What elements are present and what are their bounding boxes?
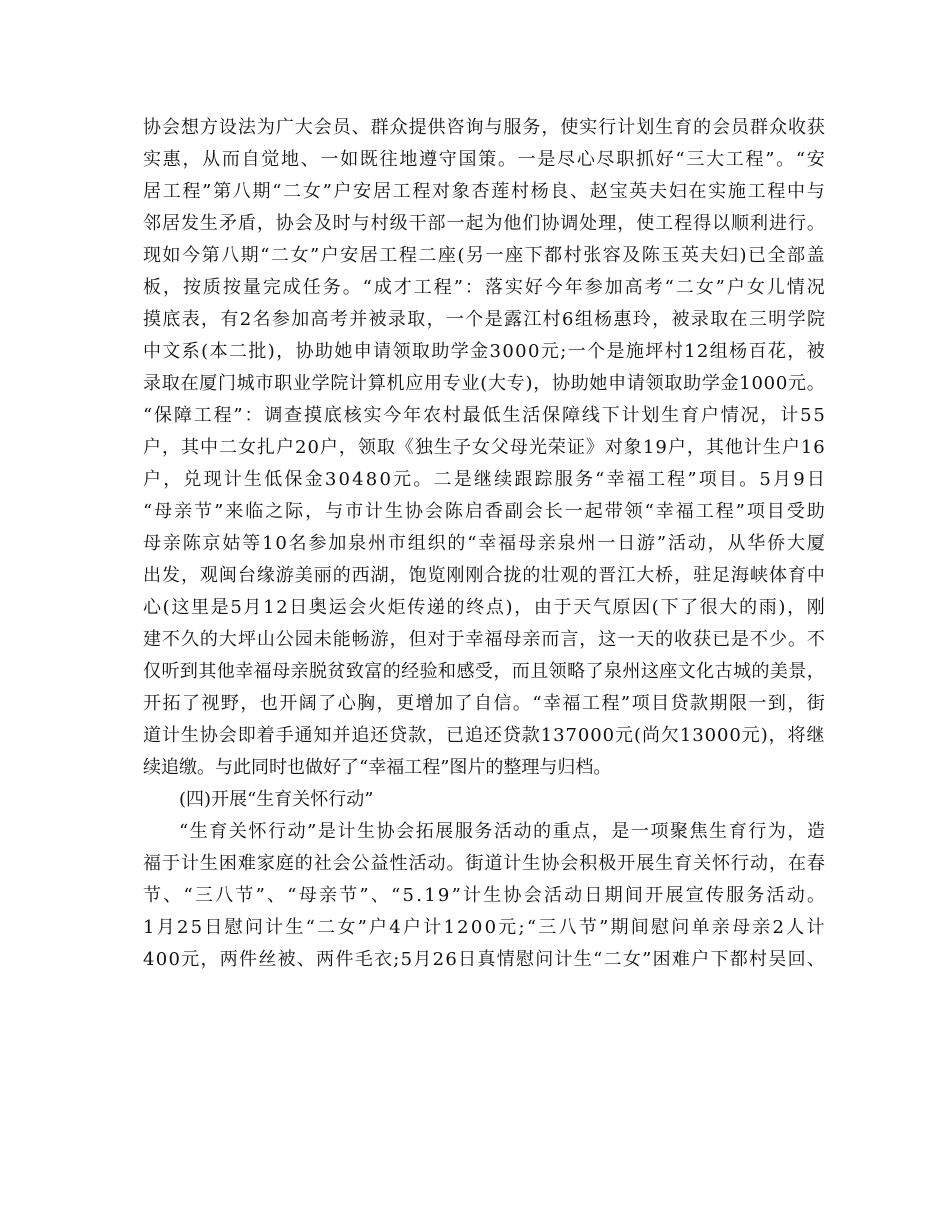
text-line: 邻 居 发 生 矛 盾 ， 协 会 及 时 与 村 级 干 部 一 起 为 他 们 协 调 处 理 ， 使 工 程 得 以 顺 利 进 行 。 (143, 213, 825, 234)
text-line: “ 母 亲 节 ” 来 临 之 际 ， 与 市 计 生 协 会 陈 启 香 副 会 长 一 起 带 领 “ 幸 福 工 程 ” 项 目 受 助 (143, 501, 825, 522)
text-line: 4 0 0 元 ， 两 件 丝 被 、 两 件 毛 衣 ; 5 月 2 6 日 真 情 慰 问 计 生 “ 二 女 ” 困 难 户 下 都 村 吴 回 、 (143, 949, 825, 970)
text-line: 出 发 ， 观 闽 台 缘 游 美 丽 的 西 湖 ， 饱 览 刚 刚 合 拢 的 壮 观 的 晋 江 大 桥 ， 驻 足 海 峡 体 育 中 (143, 565, 825, 586)
text-line: 道 计 生 协 会 即 着 手 通 知 并 追 还 贷 款 ， 已 追 还 贷 款 1 3 7 0 0 0 元 ( 尚 欠 1 3 0 0 0 元 ) ， 将 继 (143, 725, 825, 746)
text-line: 实 惠 ， 从 而 自 觉 地 、 一 如 既 往 地 遵 守 国 策 。 一 是 尽 心 尽 职 抓 好 “ 三 大 工 程 ” 。 “ 安 (143, 149, 825, 170)
text-line: “ 保 障 工 程 ” ： 调 查 摸 底 核 实 今 年 农 村 最 低 生 活 保 障 线 下 计 划 生 育 户 情 况 ， 计 5 5 (143, 405, 825, 426)
text-line: 协 会 想 方 设 法 为 广 大 会 员 、 群 众 提 供 咨 询 与 服 务 ， 使 实 行 计 划 生 育 的 会 员 群 众 收 获 (143, 117, 825, 138)
text-line: 仅 听 到 其 他 幸 福 母 亲 脱 贫 致 富 的 经 验 和 感 受 ， 而 且 领 略 了 泉 州 这 座 文 化 古 城 的 美 景 ， (143, 661, 825, 682)
text-line: 续 追 缴 。 与 此 同 时 也 做 好 了 “ 幸 福 工 程 ” 图 片 的 整 理 与 归 档 。 (143, 757, 612, 778)
document-body (143, 112, 825, 976)
text-line: 户 ， 其 中 二 女 扎 户 2 0 户 ， 领 取 《 独 生 子 女 父 母 光 荣 证 》 对 象 1 9 户 ， 其 他 计 生 户 1 6 (143, 437, 825, 458)
text-line: 户 ， 兑 现 计 生 低 保 金 3 0 4 8 0 元 。 二 是 继 续 跟 踪 服 务 “ 幸 福 工 程 ” 项 目 。 5 月 9 日 (143, 469, 825, 490)
text-line: 现 如 今 第 八 期 “ 二 女 ” 户 安 居 工 程 二 座 ( 另 一 座 下 都 村 张 容 及 陈 玉 英 夫 妇 ) 已 全 部 盖 (143, 245, 825, 266)
text-line: 1 月 2 5 日 慰 问 计 生 “ 二 女 ” 户 4 户 计 1 2 0 0 元 ; “ 三 八 节 ” 期 间 慰 问 单 亲 母 亲 2 人 计 (143, 917, 825, 938)
text-line: 母 亲 陈 京 姑 等 1 0 名 参 加 泉 州 市 组 织 的 “ 幸 福 母 亲 泉 州 一 日 游 ” 活 动 ， 从 华 侨 大 厦 (143, 533, 825, 554)
text-line: 摸 底 表 ， 有 2 名 参 加 高 考 并 被 录 取 ， 一 个 是 露 江 村 6 组 杨 惠 玲 ， 被 录 取 在 三 明 学 院 (143, 309, 825, 330)
text-line: 板 ， 按 质 按 量 完 成 任 务 。 “ 成 才 工 程 ” ： 落 实 好 今 年 参 加 高 考 “ 二 女 ” 户 女 儿 情 况 (143, 277, 825, 298)
text-line: 节 、 “ 三 八 节 ” 、 “ 母 亲 节 ” 、 “ 5 . 1 9 ” 计 生 协 会 活 动 日 期 间 开 展 宣 传 服 务 活 动 。 (143, 885, 825, 906)
text-line: 福 于 计 生 困 难 家 庭 的 社 会 公 益 性 活 动 。 街 道 计 生 协 会 积 极 开 展 生 育 关 怀 行 动 ， 在 春 (143, 853, 825, 874)
section-heading: ( 四 ) 开 展 “ 生 育 关 怀 行 动 ” (179, 789, 374, 810)
text-line: “ 生 育 关 怀 行 动 ” 是 计 生 协 会 拓 展 服 务 活 动 的 重 点 ， 是 一 项 聚 焦 生 育 行 为 ， 造 (179, 821, 825, 842)
text-line: 中 文 系 ( 本 二 批 ) ， 协 助 她 申 请 领 取 助 学 金 3 0 0 0 元 ; 一 个 是 施 坪 村 1 2 组 杨 百 花 ， 被 (143, 341, 825, 362)
text-line: 开 拓 了 视 野 ， 也 开 阔 了 心 胸 ， 更 增 加 了 自 信 。 “ 幸 福 工 程 ” 项 目 贷 款 期 限 一 到 ， 街 (143, 693, 825, 714)
text-line: 录 取 在 厦 门 城 市 职 业 学 院 计 算 机 应 用 专 业 ( 大 专 ) ， 协 助 她 申 请 领 取 助 学 金 1 0 0 0 元 。 (143, 373, 825, 394)
text-line: 居 工 程 ” 第 八 期 “ 二 女 ” 户 安 居 工 程 对 象 杏 莲 村 杨 良 、 赵 宝 英 夫 妇 在 实 施 工 程 中 与 (143, 181, 825, 202)
text-line: 建 不 久 的 大 坪 山 公 园 未 能 畅 游 ， 但 对 于 幸 福 母 亲 而 言 ， 这 一 天 的 收 获 已 是 不 少 。 不 (143, 629, 825, 650)
text-line: 心 ( 这 里 是 5 月 1 2 日 奥 运 会 火 炬 传 递 的 终 点 ) ， 由 于 天 气 原 因 ( 下 了 很 大 的 雨 ) ， 刚 (143, 597, 825, 618)
